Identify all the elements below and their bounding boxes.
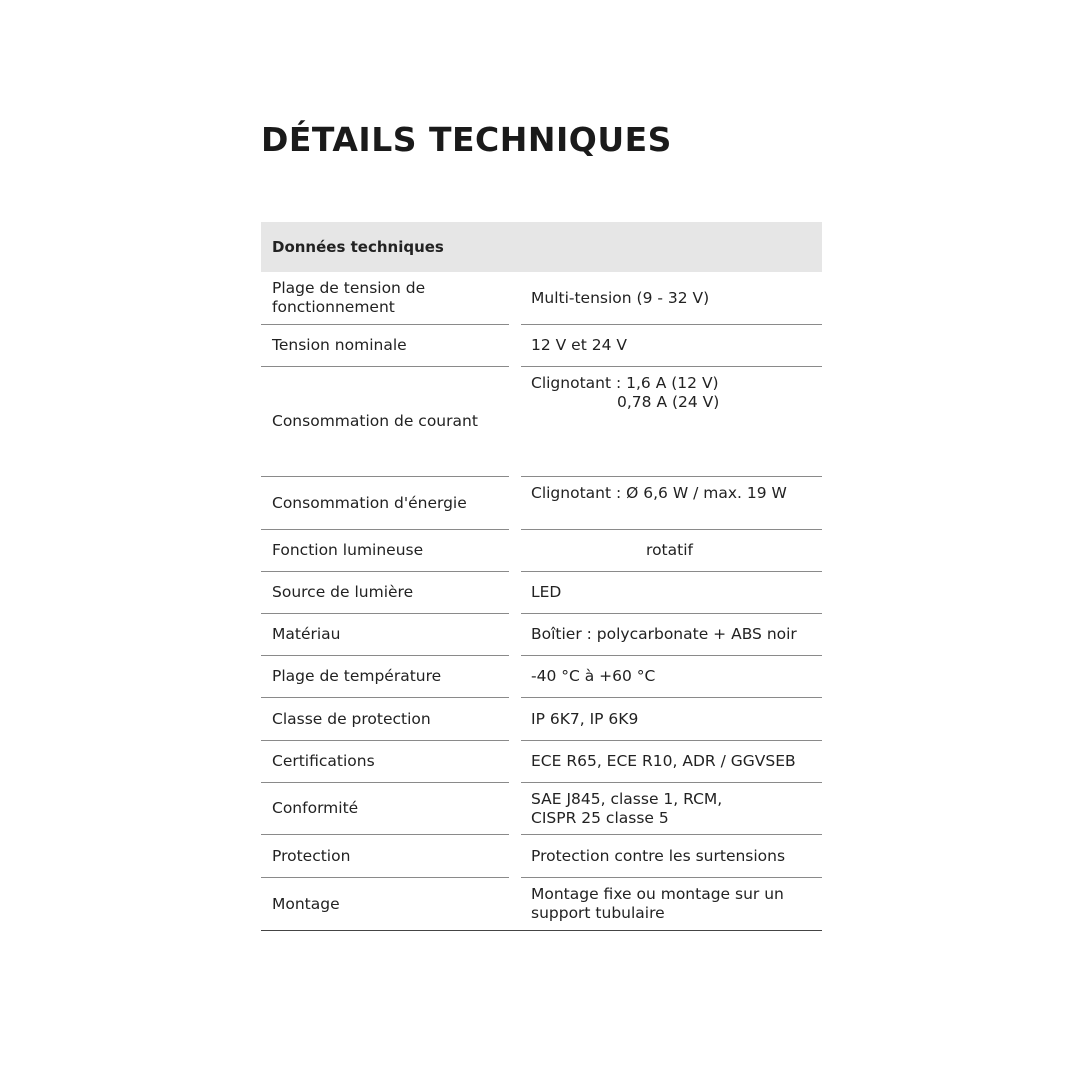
- value-line: Protection contre les surtensions: [531, 846, 786, 865]
- row-value: [521, 878, 822, 931]
- value-line: Montage fixe ou montage sur un: [531, 885, 784, 903]
- value-line: IP 6K7, IP 6K9: [531, 709, 639, 728]
- table-row: [261, 835, 822, 878]
- row-value: [521, 741, 822, 783]
- value-line: ECE R65, ECE R10, ADR / GGVSEB: [531, 752, 796, 770]
- table-row: [261, 367, 822, 477]
- value-line: Clignotant : 1,6 A (12 V): [531, 374, 719, 392]
- row-label: Conformité: [261, 783, 509, 835]
- row-value: [521, 325, 822, 367]
- value-line: Multi-tension (9 - 32 V): [531, 288, 710, 307]
- table-row: [261, 878, 822, 931]
- value-line: 0,78 A (24 V): [617, 393, 720, 411]
- row-value: [521, 656, 822, 698]
- row-value: [521, 783, 822, 835]
- row-label: Plage de température: [261, 656, 509, 698]
- value-line: CISPR 25 classe 5: [531, 808, 669, 827]
- row-label: Montage: [261, 878, 509, 931]
- page-title: DÉTAILS TECHNIQUES: [261, 120, 672, 159]
- table-row: [261, 325, 822, 367]
- value-line: 12 V et 24 V: [531, 336, 627, 354]
- value-line: -40 °C à +60 °C: [531, 667, 656, 685]
- row-label: Plage de tension de fonctionnement: [261, 272, 509, 325]
- table-row: [261, 656, 822, 698]
- table-row: [261, 530, 822, 572]
- table-row: [261, 698, 822, 741]
- row-label: Consommation de courant: [261, 367, 509, 477]
- row-label: Consommation d'énergie: [261, 477, 509, 530]
- value-line: rotatif: [646, 541, 693, 559]
- row-label: Matériau: [261, 614, 509, 656]
- row-value: [521, 835, 822, 878]
- row-label: Tension nominale: [261, 325, 509, 367]
- table-row: [261, 477, 822, 530]
- value-line: LED: [531, 583, 562, 601]
- row-value: [521, 530, 822, 572]
- row-label: Fonction lumineuse: [261, 530, 509, 572]
- row-value: [521, 698, 822, 741]
- row-value: [521, 272, 822, 325]
- row-label: Classe de protection: [261, 698, 509, 741]
- specifications-table: [261, 222, 822, 931]
- table-row: [261, 572, 822, 614]
- row-label: Source de lumière: [261, 572, 509, 614]
- value-line: SAE J845, classe 1, RCM,: [531, 789, 723, 808]
- table-row: [261, 272, 822, 325]
- row-value: [521, 572, 822, 614]
- row-label: Certifications: [261, 741, 509, 783]
- table-header: Données techniques: [261, 222, 822, 272]
- value-line: Boîtier : polycarbonate + ABS noir: [531, 625, 797, 643]
- row-value: [521, 477, 822, 530]
- table-row: [261, 614, 822, 656]
- table-row: [261, 783, 822, 835]
- row-value: [521, 614, 822, 656]
- row-label: Protection: [261, 835, 509, 878]
- table-row: [261, 741, 822, 783]
- value-line: Clignotant : Ø 6,6 W / max. 19 W: [531, 484, 787, 502]
- row-value: [521, 367, 822, 477]
- value-line: support tubulaire: [531, 904, 665, 922]
